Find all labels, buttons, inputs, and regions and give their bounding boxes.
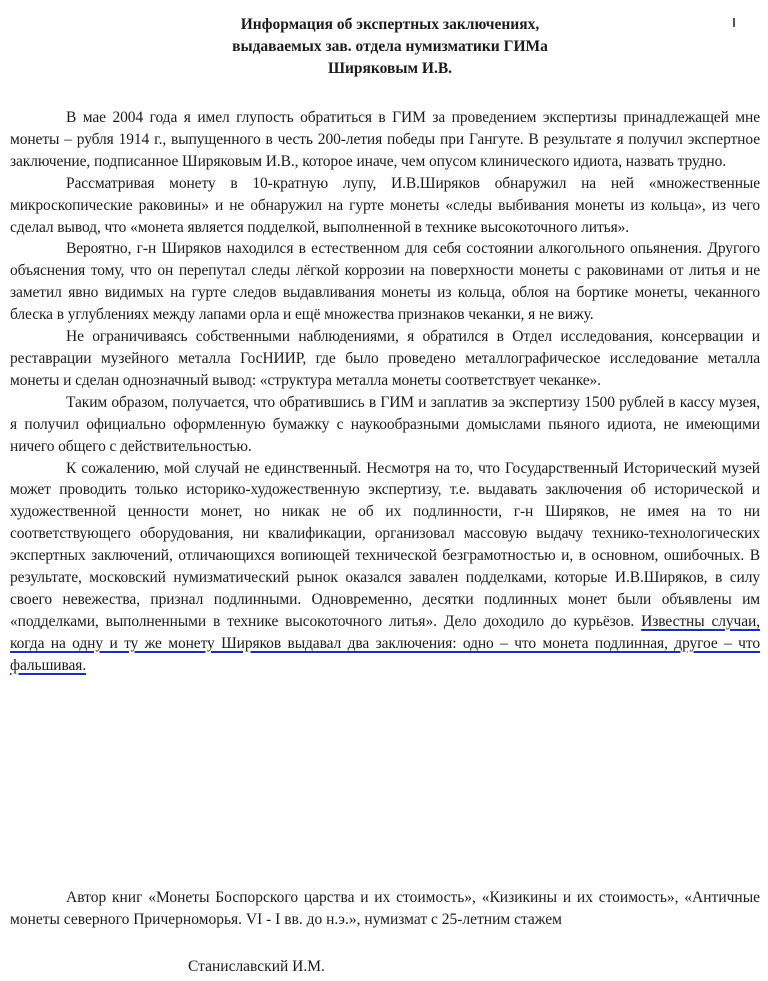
paragraph-1: В мае 2004 года я имел глупость обратиться в ГИМ за проведением экспертизы принадлежащей мне монеты – рубля 1914 г., выпущенного в честь 200-летия победы при Гангуте. В результате я получил экспертное заключение, подписанное Ширяковым И.В., которое иначе, чем опусом клинического идиота, назвать трудно.	[10, 109, 760, 170]
paragraph-3: Вероятно, г-н Ширяков находился в естественном для себя состоянии алкогольного опьянения. Другого объяснения тому, что он перепутал следы лёгкой коррозии на поверхности монеты с раковинами от литья и не заметил явно видимых на гурте следов выдавливания монеты из кольца, облоя на бортике монеты, чеканного блеска в углублениях между лапами орла и ещё множества признаков чеканки, я не вижу.	[10, 240, 760, 324]
paragraph-2: Рассматривая монету в 10-кратную лупу, И.В.Ширяков обнаружил на ней «множественные микроскопические раковины» и не обнаружил на гурте монеты «следы выбивания монеты из кольца», из чего сделал вывод, что «монета является подделкой, выполненной в технике высокоточного литья».	[10, 174, 760, 236]
title-line-2: выдаваемых зав. отдела нумизматики ГИМа	[232, 38, 548, 55]
scan-mark	[733, 18, 735, 27]
paragraph-4: Не ограничиваясь собственными наблюдениями, я обратился в Отдел исследования, консервации и реставрации музейного металла ГосНИИР, где было проведено металлографическое исследование металла монеты и сделан однозначный вывод: «структура металла монеты соответствует чеканке».	[10, 328, 760, 389]
signature: Станиславский И.М.	[188, 958, 325, 975]
title-line-3: Ширяковым И.В.	[327, 60, 453, 77]
document-title	[150, 14, 630, 80]
paragraph-6	[10, 458, 760, 677]
paragraph-5: Таким образом, получается, что обратившись в ГИМ и заплатив за экспертизу 1500 рублей в кассу музея, я получил официально оформленную бумажку с наукообразными домыслами пьяного идиота, не имеющими ничего общего с действительностью.	[10, 393, 760, 455]
paragraph-6-text: К сожалению, мой случай не единственный. Несмотря на то, что Государственный Исторический музей может проводить только историко-художественную экспертизу, т.е. выдавать заключения об исторической и художественной ценности монет, но никак не об их подлинности, г-н Ширяков, не имея на то ни соответствующего оборудования, ни квалификации, организовал массовую выдачу технико-технологических экспертных заключений, отличающихся вопиющей технической безграмотностью и, в основном, ошибочных. В результате, московский нумизматический рынок оказался завален подделками, которые И.В.Ширяков, в силу своего невежества, признал подлинными. Одновременно, десятки подлинных монет были объявлены им «подделками, выполненными в технике высокоточного литья». Дело доходило до курьёзов.	[10, 459, 760, 630]
underlined-highlight: Известны случаи, когда на одну и ту же монету Ширяков выдавал два заключения: одно – что монета подлинная, другое – что фальшивая.	[10, 612, 760, 674]
title-line-1: Информация об экспертных заключениях,	[240, 16, 540, 33]
author-note	[10, 887, 760, 931]
document-body	[10, 107, 760, 677]
author-text: Автор книг «Монеты Боспорского царства и их стоимость», «Кизикины и их стоимость», «Античные монеты северного Причерноморья. VI - I вв. до н.э.», нумизмат с 25-летним стажем	[10, 889, 760, 928]
